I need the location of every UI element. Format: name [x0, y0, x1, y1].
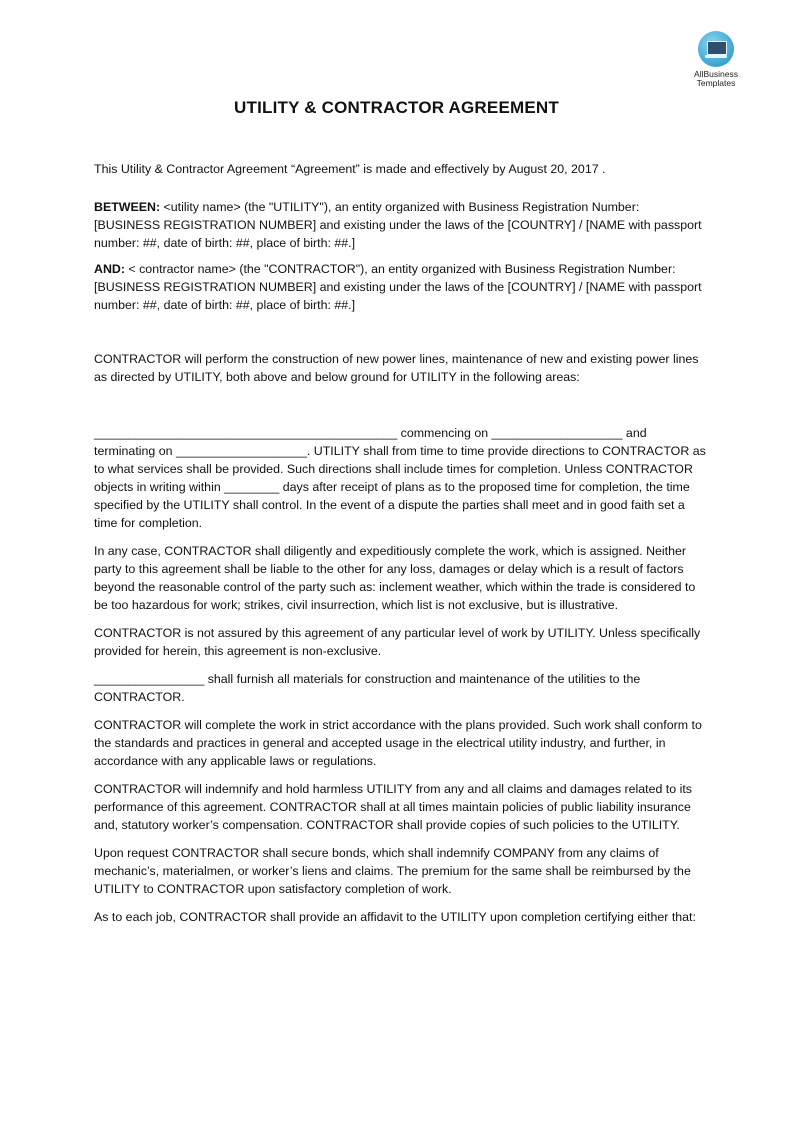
brand-name-line1: AllBusiness [694, 69, 738, 79]
and-label: AND: [94, 262, 125, 276]
liability-paragraph: In any case, CONTRACTOR shall diligently and expeditiously complete the work, which is assigned. Neither party to this agreement shall be liable to the other for any loss, damages or delay which is a result of factors beyond the reasonable control of the party such as: inclement weather, which within the trade is considered to be too hazardous for work; strikes, civil insurrection, which list is not exclusive, but is illustrative. [94, 544, 696, 612]
between-text: <utility name> (the "UTILITY"), an entity organized with Business Registration Number: [BUSINESS REGISTRATION NUMBER] and existing under the laws of the [COUNTRY] / [NAME with passport number: ##, date of birth: ##, place of birth: ##.] [94, 200, 702, 250]
and-paragraph [94, 260, 706, 314]
brand-name [682, 70, 750, 88]
non-exclusive-paragraph: CONTRACTOR is not assured by this agreement of any particular level of work by UTILITY. Unless specifically provided for herein, this agreement is non-exclusive. [94, 626, 701, 658]
areas-paragraph: ____________________________________________ commencing on ___________________ and terminating on ___________________. UTILITY shall from time to time provide directions to CONTRACTOR as to what services shall be provided. Such directions shall include times for completion. Unless CONTRACTOR objects in writing within ________ days after receipt of plans as to the proposed time for completion, the time specified by the UTILITY shall control. In the event of a dispute the parties shall meet and in good faith set a time for completion. [94, 426, 706, 530]
between-paragraph [94, 198, 706, 252]
brand-name-line2: Templates [696, 78, 736, 88]
laptop-icon [698, 31, 734, 67]
document-body [94, 160, 706, 936]
brand-logo [682, 31, 750, 88]
between-label: BETWEEN: [94, 200, 161, 214]
scope-paragraph: CONTRACTOR will perform the construction of new power lines, maintenance of new and existing power lines as directed by UTILITY, both above and below ground for UTILITY in the following areas: [94, 352, 699, 384]
indemnity-paragraph: CONTRACTOR will indemnify and hold harmless UTILITY from any and all claims and damages related to its performance of this agreement. CONTRACTOR shall at all times maintain policies of public liability insurance and, statutory worker’s compensation. CONTRACTOR shall provide copies of such policies to the UTILITY. [94, 782, 692, 832]
intro-paragraph: This Utility & Contractor Agreement “Agreement” is made and effectively by August 20, 2017 . [94, 162, 606, 176]
bonds-paragraph: Upon request CONTRACTOR shall secure bonds, which shall indemnify COMPANY from any claims of mechanic’s, materialmen, or worker’s liens and claims. The premium for the same shall be reimbursed by the UTILITY to CONTRACTOR upon satisfactory completion of work. [94, 846, 691, 896]
standards-paragraph: CONTRACTOR will complete the work in strict accordance with the plans provided. Such work shall conform to the standards and practices in general and accepted usage in the electrical utility industry, and further, in accordance with any applicable laws or regulations. [94, 718, 702, 768]
affidavit-paragraph: As to each job, CONTRACTOR shall provide an affidavit to the UTILITY upon completion certifying either that: [94, 910, 696, 924]
and-text: < contractor name> (the "CONTRACTOR"), an entity organized with Business Registration Number: [BUSINESS REGISTRATION NUMBER] and existing under the laws of the [COUNTRY] / [NAME with passport number: ##, date of birth: ##, place of birth: ##.] [94, 262, 702, 312]
document-title: UTILITY & CONTRACTOR AGREEMENT [234, 98, 559, 117]
materials-paragraph: ________________ shall furnish all materials for construction and maintenance of the utilities to the CONTRACTOR. [94, 672, 641, 704]
